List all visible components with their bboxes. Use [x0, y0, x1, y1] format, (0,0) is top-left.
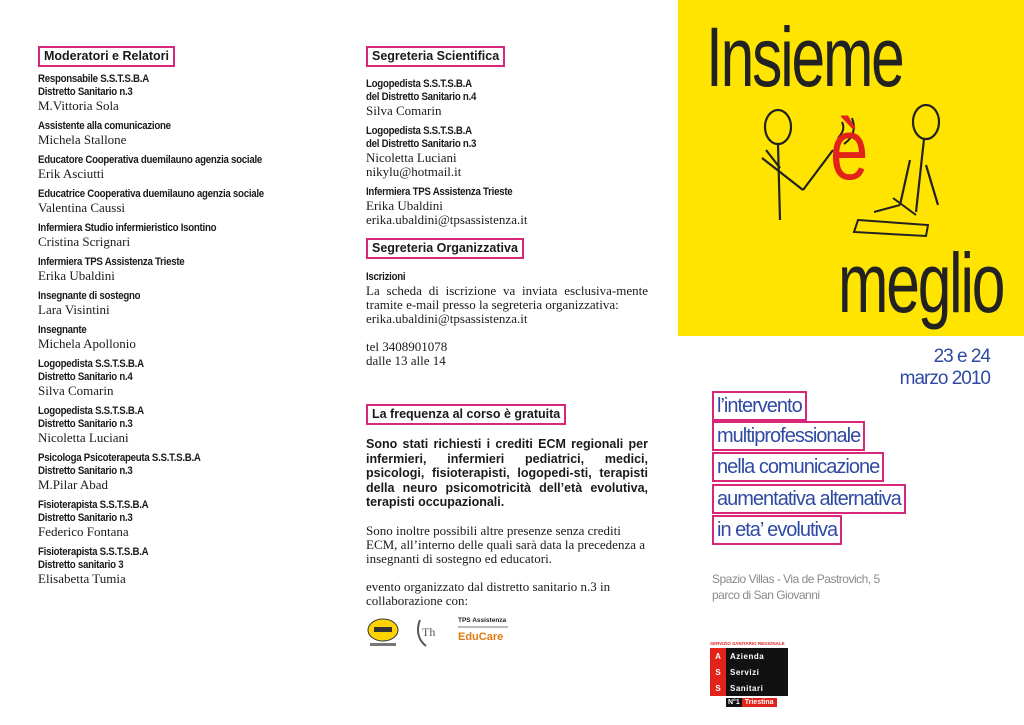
entry-name: M.Vittoria Sola: [38, 98, 119, 113]
partner-logo-tps: [458, 617, 518, 651]
entry-contact[interactable]: nikylu@hotmail.it: [366, 164, 462, 179]
iscrizioni-email[interactable]: erika.ubaldini@tpsassistenza.it: [366, 311, 528, 326]
list-item: [38, 499, 338, 539]
frequenza-title: La frequenza al corso è gratuita: [366, 404, 566, 425]
entry-contact[interactable]: erika.ubaldini@tpsassistenza.it: [366, 212, 528, 227]
entry-role: Logopedista S.S.T.S.B.A: [38, 405, 144, 417]
ass-letter-s2: S: [715, 683, 721, 693]
moderatori-list: [38, 73, 338, 586]
venue: [712, 571, 880, 603]
ecm-text: Sono stati richiesti i crediti ECM regionali per infermieri, infermieri pediatrici, medici, psicologi, fisioterapisti, logopedi-sti, terapisti della neuro psicomotricità dell’età evolutiva, terapisti occupazionali.: [366, 437, 648, 509]
entry-name: Erika Ubaldini: [38, 268, 115, 283]
entry-role: Infermiera TPS Assistenza Trieste: [38, 256, 185, 268]
ass-word-servizi: Servizi: [730, 667, 760, 677]
venue-line-1: Spazio Villas - Via de Pastrovich, 5: [712, 572, 880, 586]
entry-role-detail: Distretto Sanitario n.3: [38, 512, 133, 524]
entry-role: Assistente alla comunicazione: [38, 120, 171, 132]
partner-logo-2: [414, 616, 438, 648]
ass-city: Triestina: [742, 698, 777, 707]
iscrizioni-tel: tel 3408901078: [366, 339, 448, 354]
iscrizioni-label: Iscrizioni: [366, 271, 406, 283]
other-text: Sono inoltre possibili altre presenze senza crediti ECM, all’interno delle quali sarà data la precedenza a insegnanti di sostegno ed educatori.: [366, 522, 646, 566]
list-item: [366, 186, 648, 227]
entry-name: Michela Apollonio: [38, 336, 136, 351]
list-item: [38, 256, 338, 283]
date-line-1: 23 e 24: [933, 346, 990, 367]
entry-role: Insegnante: [38, 324, 87, 336]
entry-role: Logopedista S.S.T.S.B.A: [366, 78, 472, 90]
list-item: [38, 452, 338, 492]
subtitle-line-2: multiprofessionale: [712, 421, 865, 451]
entry-name: Michela Stallone: [38, 132, 127, 147]
partner-logos: [366, 614, 648, 654]
entry-name: Lara Visintini: [38, 302, 110, 317]
entry-role-detail: Distretto Sanitario n.4: [38, 371, 133, 383]
list-item: [38, 222, 338, 249]
ass-logo-header: SERVIZIO SANITARIO REGIONALE: [710, 641, 785, 646]
list-item: [38, 358, 338, 398]
entry-role: Infermiera TPS Assistenza Trieste: [366, 186, 513, 198]
entry-name: Silva Comarin: [366, 103, 442, 118]
list-item: [38, 324, 338, 351]
entry-role: Fisioterapista S.S.T.S.B.A: [38, 499, 149, 511]
list-item: [366, 78, 648, 118]
segreteria-organizzativa-title: Segreteria Organizzativa: [366, 238, 524, 259]
ass-letter-a: A: [715, 651, 721, 661]
entry-role-detail: Distretto Sanitario n.3: [38, 465, 133, 477]
ass-number: N°1: [728, 699, 740, 706]
entry-role-detail: Distretto Sanitario n.3: [38, 418, 133, 430]
entry-role: Psicologa Psicoterapeuta S.S.T.S.B.A: [38, 452, 201, 464]
ass-word-sanitari: Sanitari: [730, 683, 764, 693]
segreteria-scientifica-list: [366, 78, 648, 227]
list-item: [366, 125, 648, 179]
entry-role: Educatrice Cooperativa duemilauno agenzia sociale: [38, 188, 264, 200]
ass-logo: [710, 641, 792, 711]
entry-role: Fisioterapista S.S.T.S.B.A: [38, 546, 149, 558]
entry-role: Educatore Cooperativa duemilauno agenzia sociale: [38, 154, 263, 166]
date-line-2: marzo 2010: [899, 368, 990, 389]
list-item: [38, 546, 338, 586]
entry-name: M.Pilar Abad: [38, 477, 109, 492]
title-insieme: Insieme: [706, 10, 903, 104]
venue-line-2: parco di San Giovanni: [712, 588, 820, 602]
entry-role: Insegnante di sostegno: [38, 290, 141, 302]
entry-name: Federico Fontana: [38, 524, 129, 539]
entry-role: Logopedista S.S.T.S.B.A: [38, 358, 144, 370]
entry-role-detail: Distretto Sanitario n.3: [38, 86, 133, 98]
subtitle-line-3: nella comunicazione: [712, 452, 884, 482]
entry-role-detail: del Distretto Sanitario n.4: [366, 91, 477, 103]
entry-name: Valentina Caussi: [38, 200, 126, 215]
iscrizioni-hours: dalle 13 alle 14: [366, 353, 446, 368]
moderatori-column: [38, 46, 338, 593]
entry-name: Silva Comarin: [38, 383, 114, 398]
list-item: [38, 154, 338, 181]
ass-letter-s1: S: [715, 667, 721, 677]
subtitle-line-1: l’intervento: [712, 391, 807, 421]
entry-name: Erika Ubaldini: [366, 198, 443, 213]
list-item: [38, 405, 338, 445]
cover-yellow-block: [678, 0, 1024, 336]
entry-role-detail: del Distretto Sanitario n.3: [366, 138, 477, 150]
entry-name: Nicoletta Luciani: [366, 150, 457, 165]
list-item: [38, 120, 338, 147]
iscrizioni-text: La scheda di iscrizione va inviata esclusiva-mente tramite e-mail presso la segreteria organizzativa:: [366, 283, 648, 312]
moderatori-title: Moderatori e Relatori: [38, 46, 175, 67]
entry-name: Erik Asciutti: [38, 166, 105, 181]
entry-name: Cristina Scrignari: [38, 234, 131, 249]
event-date: [900, 346, 990, 390]
tps-logo-text: TPS Assistenza: [458, 616, 507, 624]
list-item: [38, 73, 338, 113]
list-item: [38, 188, 338, 215]
subtitle-line-5: in eta’ evolutiva: [712, 515, 842, 545]
partner-logo-1: [366, 616, 400, 648]
organizer-text: evento organizzato dal distretto sanitario n.3 in collaborazione con:: [366, 578, 611, 608]
entry-role: Responsabile S.S.T.S.B.A: [38, 73, 149, 85]
title-e: è: [830, 102, 869, 198]
segreteria-scientifica-title: Segreteria Scientifica: [366, 46, 505, 67]
subtitle-line-4: aumentativa alternativa: [712, 484, 906, 514]
entry-role-detail: Distretto sanitario 3: [38, 559, 124, 571]
cover-panel: [678, 0, 1024, 725]
segreteria-column: [366, 46, 648, 654]
entry-name: Nicoletta Luciani: [38, 430, 129, 445]
list-item: [38, 290, 338, 317]
title-meglio: meglio: [838, 236, 1004, 330]
entry-name: Elisabetta Tumia: [38, 571, 126, 586]
ass-word-azienda: Azienda: [730, 651, 765, 661]
entry-role: Infermiera Studio infermieristico Isontino: [38, 222, 217, 234]
entry-role: Logopedista S.S.T.S.B.A: [366, 125, 472, 137]
svg-text:Th: Th: [422, 624, 436, 639]
educare-logo-text: EduCare: [458, 630, 504, 643]
